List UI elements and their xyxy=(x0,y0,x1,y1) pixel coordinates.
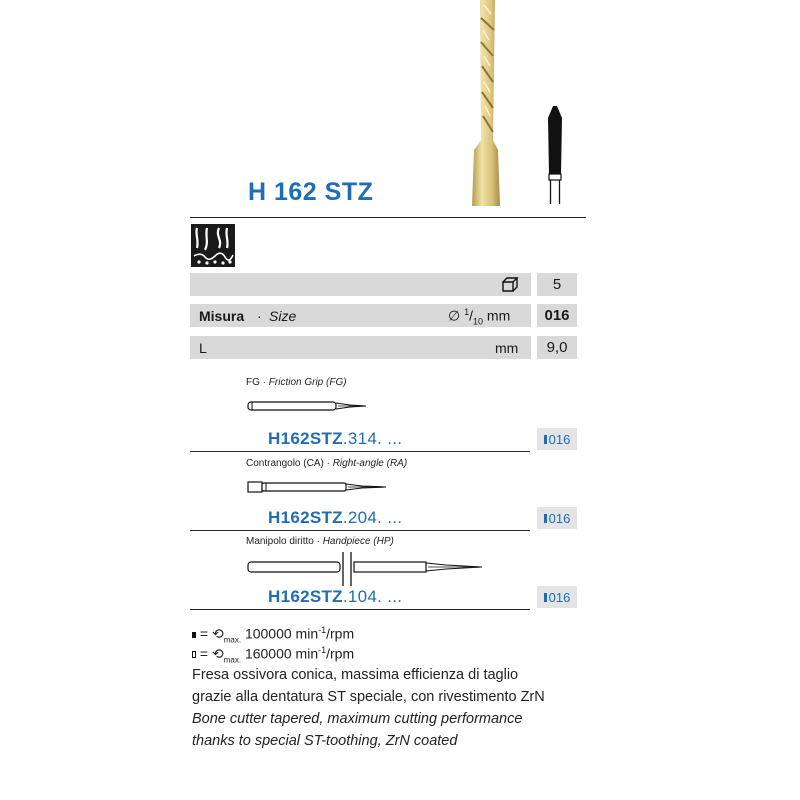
speed-legend-1: = $⟲_{max.}$ 100000 $\min^{-1}$/rpm xyxy=(192,625,354,644)
size-label-en: Size xyxy=(269,308,297,324)
length-row xyxy=(190,336,531,359)
description-en-1: Bone cutter tapered, maximum cutting performance xyxy=(192,711,523,727)
grip-mark-icon xyxy=(544,514,547,523)
bone-indication-icon xyxy=(191,224,235,267)
pack-row xyxy=(190,273,531,296)
size-row xyxy=(190,304,531,327)
size-separator: · xyxy=(257,308,262,324)
description-it-2: grazie alla dentatura ST speciale, con rivestimento ZrN xyxy=(192,689,545,705)
size-label: Misura xyxy=(199,308,245,324)
divider xyxy=(190,217,586,218)
divider xyxy=(190,451,530,452)
article-code-fg: H162STZ.314. ... xyxy=(268,429,403,448)
fg-shank-illustration xyxy=(246,398,370,414)
product-title: H 162 STZ xyxy=(248,178,374,206)
speed-marker-icon xyxy=(192,651,196,658)
length-unit: mm xyxy=(495,340,519,356)
size-badge-fg: 016 xyxy=(537,428,577,450)
hp-shank-illustration xyxy=(246,552,486,586)
length-label: L xyxy=(199,340,207,356)
grip-mark-icon xyxy=(544,593,547,602)
article-code-ca: H162STZ.204. ... xyxy=(268,508,403,527)
package-icon xyxy=(501,277,519,292)
size-unit: ∅ $^1/_{10}$ mm xyxy=(448,307,511,327)
pack-qty: 5 xyxy=(537,273,577,296)
divider xyxy=(190,609,530,610)
shank-label-fg: FG · Friction Grip (FG) xyxy=(246,377,347,388)
size-badge-hp: 016 xyxy=(537,586,577,608)
shank-label-hp: Manipolo diritto · Handpiece (HP) xyxy=(246,536,394,547)
speed-marker-icon xyxy=(192,632,196,638)
bur-silhouette-icon xyxy=(543,104,567,204)
speed-legend-2: = $⟲_{max.}$ 160000 $\min^{-1}$/rpm xyxy=(192,645,354,664)
shank-label-ca: Contrangolo (CA) · Right-angle (RA) xyxy=(246,458,408,469)
product-description xyxy=(192,664,612,752)
size-value: 016 xyxy=(537,304,577,327)
description-it-1: Fresa ossivora conica, massima efficienza di taglio xyxy=(192,667,519,683)
grip-mark-icon xyxy=(544,435,547,444)
article-code-hp: H162STZ.104. ... xyxy=(268,587,403,606)
divider xyxy=(190,530,530,531)
speed-icon: ⟲ xyxy=(211,625,224,642)
ca-shank-illustration xyxy=(246,478,390,496)
speed-icon: ⟲ xyxy=(211,645,224,662)
size-badge-ca: 016 xyxy=(537,507,577,529)
gold-bur-image xyxy=(462,0,512,206)
length-value: 9,0 xyxy=(537,336,577,359)
description-en-2: thanks to special ST-toothing, ZrN coated xyxy=(192,733,458,749)
